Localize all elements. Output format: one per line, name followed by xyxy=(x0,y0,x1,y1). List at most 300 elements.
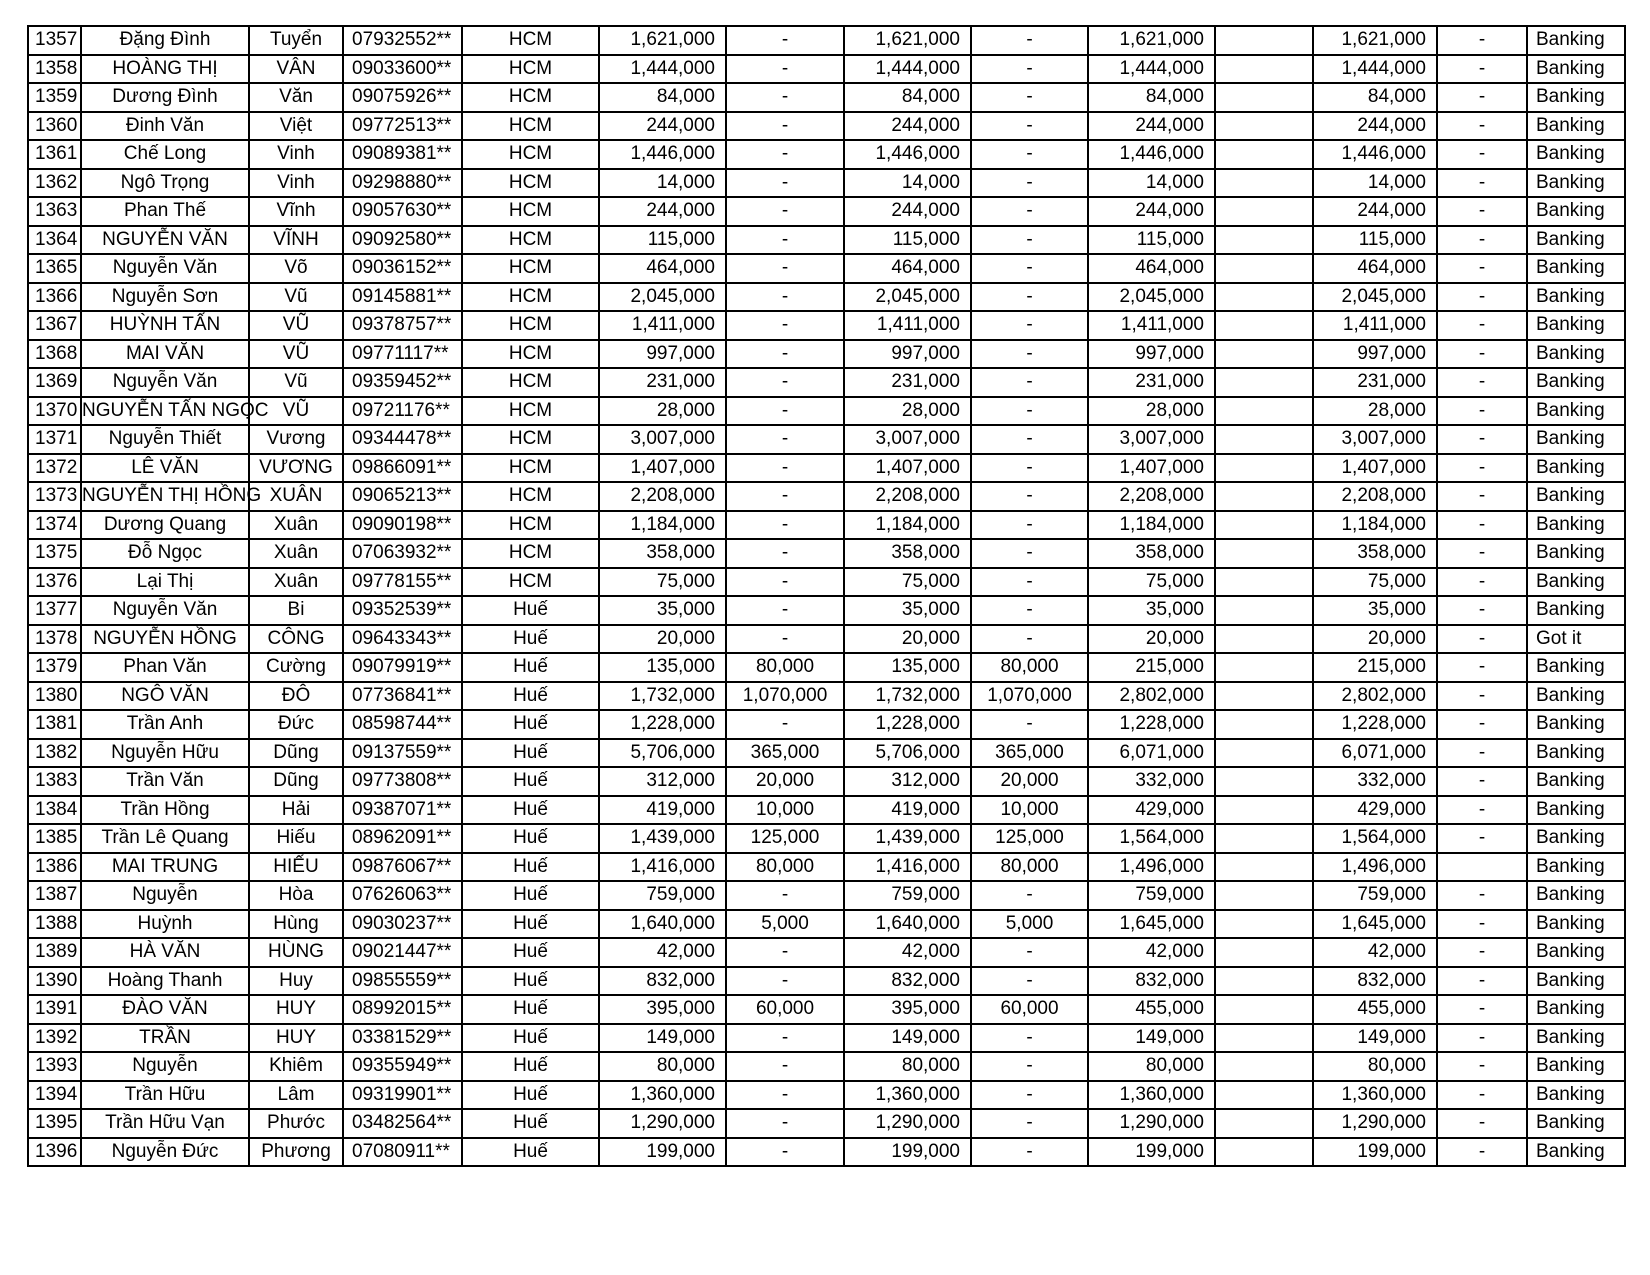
amount-3-cell: 149,000 xyxy=(844,1024,971,1053)
amount-4-cell: 10,000 xyxy=(971,796,1088,825)
first-name-cell: Lâm xyxy=(249,1081,343,1110)
payment-method-cell: Banking xyxy=(1527,739,1625,768)
first-name-cell: VŨ xyxy=(249,397,343,426)
total-amount-cell: 231,000 xyxy=(1088,368,1215,397)
amount-2-cell: - xyxy=(726,1081,844,1110)
total-amount-cell: 6,071,000 xyxy=(1088,739,1215,768)
blank-cell-cell xyxy=(1215,1081,1313,1110)
amount-2-cell: - xyxy=(726,397,844,426)
last-middle-name-cell: Hoàng Thanh xyxy=(81,967,249,996)
last-middle-name-cell: Dương Quang xyxy=(81,511,249,540)
payment-method-cell: Banking xyxy=(1527,853,1625,882)
blank-cell-cell xyxy=(1215,482,1313,511)
first-name-cell: Phước xyxy=(249,1109,343,1138)
amount-3-cell: 1,290,000 xyxy=(844,1109,971,1138)
amount-4-cell: - xyxy=(971,226,1088,255)
amount-3-cell: 1,640,000 xyxy=(844,910,971,939)
total-amount-cell: 84,000 xyxy=(1088,83,1215,112)
first-name-cell: Văn xyxy=(249,83,343,112)
amount-3-cell: 20,000 xyxy=(844,625,971,654)
balance-cell: - xyxy=(1437,311,1527,340)
payment-method-cell: Banking xyxy=(1527,1081,1625,1110)
first-name-cell: Huy xyxy=(249,967,343,996)
region-cell: Huế xyxy=(462,653,599,682)
amount-1-cell: 80,000 xyxy=(599,1052,726,1081)
payment-method-cell: Banking xyxy=(1527,824,1625,853)
table-row xyxy=(28,881,1625,910)
amount-2-cell: - xyxy=(726,454,844,483)
blank-cell-cell xyxy=(1215,596,1313,625)
payment-method-cell: Banking xyxy=(1527,511,1625,540)
amount-4-cell: - xyxy=(971,26,1088,55)
first-name-cell: VŨ xyxy=(249,311,343,340)
blank-cell-cell xyxy=(1215,425,1313,454)
blank-cell-cell xyxy=(1215,682,1313,711)
amount-3-cell: 135,000 xyxy=(844,653,971,682)
blank-cell-cell xyxy=(1215,26,1313,55)
total-amount-cell: 1,446,000 xyxy=(1088,140,1215,169)
balance-cell: - xyxy=(1437,26,1527,55)
payment-method-cell: Banking xyxy=(1527,254,1625,283)
last-middle-name-cell: Nguyễn Văn xyxy=(81,368,249,397)
balance-cell: - xyxy=(1437,596,1527,625)
table-row xyxy=(28,340,1625,369)
amount-2-cell: - xyxy=(726,55,844,84)
total-amount-cell: 1,496,000 xyxy=(1088,853,1215,882)
amount-2-cell: 80,000 xyxy=(726,853,844,882)
amount-4-cell: 5,000 xyxy=(971,910,1088,939)
paid-amount-cell: 1,446,000 xyxy=(1313,140,1437,169)
row-number-cell: 1381 xyxy=(28,710,81,739)
amount-2-cell: - xyxy=(726,254,844,283)
paid-amount-cell: 1,290,000 xyxy=(1313,1109,1437,1138)
first-name-cell: Đức xyxy=(249,710,343,739)
balance-cell: - xyxy=(1437,226,1527,255)
amount-3-cell: 419,000 xyxy=(844,796,971,825)
table-row xyxy=(28,568,1625,597)
row-number-cell: 1382 xyxy=(28,739,81,768)
amount-2-cell: - xyxy=(726,169,844,198)
payment-method-cell: Banking xyxy=(1527,454,1625,483)
amount-1-cell: 42,000 xyxy=(599,938,726,967)
amount-4-cell: - xyxy=(971,83,1088,112)
total-amount-cell: 1,645,000 xyxy=(1088,910,1215,939)
table-row xyxy=(28,368,1625,397)
amount-1-cell: 115,000 xyxy=(599,226,726,255)
amount-4-cell: - xyxy=(971,311,1088,340)
row-number-cell: 1371 xyxy=(28,425,81,454)
last-middle-name-cell: Lại Thị xyxy=(81,568,249,597)
row-number-cell: 1378 xyxy=(28,625,81,654)
amount-4-cell: - xyxy=(971,454,1088,483)
amount-4-cell: - xyxy=(971,397,1088,426)
row-number-cell: 1393 xyxy=(28,1052,81,1081)
table-row xyxy=(28,511,1625,540)
last-middle-name-cell: Đỗ Ngọc xyxy=(81,539,249,568)
first-name-cell: VŨ xyxy=(249,340,343,369)
row-number-cell: 1395 xyxy=(28,1109,81,1138)
amount-4-cell: - xyxy=(971,568,1088,597)
phone-number-cell: 09075926** xyxy=(343,83,462,112)
amount-1-cell: 1,411,000 xyxy=(599,311,726,340)
region-cell: HCM xyxy=(462,26,599,55)
table-body xyxy=(28,26,1625,1166)
row-number-cell: 1363 xyxy=(28,197,81,226)
balance-cell: - xyxy=(1437,254,1527,283)
first-name-cell: VÂN xyxy=(249,55,343,84)
amount-4-cell: - xyxy=(971,197,1088,226)
phone-number-cell: 09033600** xyxy=(343,55,462,84)
first-name-cell: Bi xyxy=(249,596,343,625)
total-amount-cell: 358,000 xyxy=(1088,539,1215,568)
last-middle-name-cell: Nguyễn Sơn xyxy=(81,283,249,312)
balance-cell: - xyxy=(1437,197,1527,226)
first-name-cell: Hiếu xyxy=(249,824,343,853)
first-name-cell: XUÂN xyxy=(249,482,343,511)
balance-cell: - xyxy=(1437,340,1527,369)
blank-cell-cell xyxy=(1215,539,1313,568)
row-number-cell: 1375 xyxy=(28,539,81,568)
first-name-cell: Dũng xyxy=(249,739,343,768)
row-number-cell: 1383 xyxy=(28,767,81,796)
phone-number-cell: 09359452** xyxy=(343,368,462,397)
amount-3-cell: 1,407,000 xyxy=(844,454,971,483)
amount-4-cell: - xyxy=(971,112,1088,141)
table-row xyxy=(28,710,1625,739)
total-amount-cell: 1,184,000 xyxy=(1088,511,1215,540)
balance-cell: - xyxy=(1437,1024,1527,1053)
amount-4-cell: - xyxy=(971,283,1088,312)
last-middle-name-cell: Trần Lê Quang xyxy=(81,824,249,853)
blank-cell-cell xyxy=(1215,169,1313,198)
row-number-cell: 1386 xyxy=(28,853,81,882)
phone-number-cell: 09065213** xyxy=(343,482,462,511)
amount-4-cell: - xyxy=(971,881,1088,910)
table-row xyxy=(28,653,1625,682)
table-row xyxy=(28,796,1625,825)
table-row xyxy=(28,140,1625,169)
amount-3-cell: 42,000 xyxy=(844,938,971,967)
balance-cell: - xyxy=(1437,283,1527,312)
region-cell: Huế xyxy=(462,1138,599,1167)
balance-cell: - xyxy=(1437,169,1527,198)
blank-cell-cell xyxy=(1215,140,1313,169)
amount-3-cell: 115,000 xyxy=(844,226,971,255)
balance-cell: - xyxy=(1437,511,1527,540)
amount-2-cell: - xyxy=(726,368,844,397)
amount-1-cell: 1,407,000 xyxy=(599,454,726,483)
paid-amount-cell: 42,000 xyxy=(1313,938,1437,967)
balance-cell: - xyxy=(1437,55,1527,84)
blank-cell-cell xyxy=(1215,824,1313,853)
region-cell: HCM xyxy=(462,368,599,397)
total-amount-cell: 149,000 xyxy=(1088,1024,1215,1053)
amount-3-cell: 395,000 xyxy=(844,995,971,1024)
row-number-cell: 1368 xyxy=(28,340,81,369)
region-cell: Huế xyxy=(462,995,599,1024)
amount-2-cell: 20,000 xyxy=(726,767,844,796)
last-middle-name-cell: Trần Anh xyxy=(81,710,249,739)
last-middle-name-cell: HÀ VĂN xyxy=(81,938,249,967)
table-row xyxy=(28,482,1625,511)
blank-cell-cell xyxy=(1215,568,1313,597)
table-row xyxy=(28,454,1625,483)
first-name-cell: Hùng xyxy=(249,910,343,939)
balance-cell: - xyxy=(1437,140,1527,169)
paid-amount-cell: 464,000 xyxy=(1313,254,1437,283)
blank-cell-cell xyxy=(1215,311,1313,340)
amount-2-cell: - xyxy=(726,710,844,739)
amount-2-cell: - xyxy=(726,596,844,625)
amount-4-cell: - xyxy=(971,425,1088,454)
amount-4-cell: - xyxy=(971,368,1088,397)
row-number-cell: 1379 xyxy=(28,653,81,682)
amount-4-cell: - xyxy=(971,539,1088,568)
blank-cell-cell xyxy=(1215,910,1313,939)
region-cell: Huế xyxy=(462,596,599,625)
row-number-cell: 1361 xyxy=(28,140,81,169)
last-middle-name-cell: NGUYỄN HỒNG xyxy=(81,625,249,654)
phone-number-cell: 03381529** xyxy=(343,1024,462,1053)
amount-3-cell: 312,000 xyxy=(844,767,971,796)
region-cell: Huế xyxy=(462,881,599,910)
phone-number-cell: 07080911** xyxy=(343,1138,462,1167)
first-name-cell: Phương xyxy=(249,1138,343,1167)
amount-2-cell: - xyxy=(726,625,844,654)
phone-number-cell: 07932552** xyxy=(343,26,462,55)
amount-2-cell: 5,000 xyxy=(726,910,844,939)
first-name-cell: Vũ xyxy=(249,283,343,312)
amount-2-cell: - xyxy=(726,967,844,996)
last-middle-name-cell: HOÀNG THỊ xyxy=(81,55,249,84)
payment-method-cell: Banking xyxy=(1527,482,1625,511)
row-number-cell: 1372 xyxy=(28,454,81,483)
total-amount-cell: 1,290,000 xyxy=(1088,1109,1215,1138)
first-name-cell: Vinh xyxy=(249,140,343,169)
region-cell: Huế xyxy=(462,824,599,853)
amount-2-cell: - xyxy=(726,226,844,255)
row-number-cell: 1385 xyxy=(28,824,81,853)
first-name-cell: Tuyển xyxy=(249,26,343,55)
row-number-cell: 1390 xyxy=(28,967,81,996)
phone-number-cell: 07736841** xyxy=(343,682,462,711)
amount-3-cell: 231,000 xyxy=(844,368,971,397)
last-middle-name-cell: Ngô Trọng xyxy=(81,169,249,198)
balance-cell: - xyxy=(1437,454,1527,483)
amount-1-cell: 1,446,000 xyxy=(599,140,726,169)
amount-1-cell: 199,000 xyxy=(599,1138,726,1167)
table-row xyxy=(28,311,1625,340)
amount-3-cell: 1,439,000 xyxy=(844,824,971,853)
amount-3-cell: 1,444,000 xyxy=(844,55,971,84)
phone-number-cell: 09876067** xyxy=(343,853,462,882)
last-middle-name-cell: Nguyễn Hữu xyxy=(81,739,249,768)
paid-amount-cell: 1,444,000 xyxy=(1313,55,1437,84)
last-middle-name-cell: TRẦN xyxy=(81,1024,249,1053)
region-cell: HCM xyxy=(462,539,599,568)
last-middle-name-cell: Đặng Đình xyxy=(81,26,249,55)
amount-1-cell: 312,000 xyxy=(599,767,726,796)
amount-4-cell: - xyxy=(971,1052,1088,1081)
payment-method-cell: Banking xyxy=(1527,368,1625,397)
amount-4-cell: 80,000 xyxy=(971,653,1088,682)
phone-number-cell: 09030237** xyxy=(343,910,462,939)
payment-method-cell: Banking xyxy=(1527,767,1625,796)
first-name-cell: Dũng xyxy=(249,767,343,796)
amount-4-cell: - xyxy=(971,55,1088,84)
payment-method-cell: Banking xyxy=(1527,26,1625,55)
amount-4-cell: 1,070,000 xyxy=(971,682,1088,711)
first-name-cell: ĐÔ xyxy=(249,682,343,711)
table-row xyxy=(28,938,1625,967)
amount-3-cell: 1,228,000 xyxy=(844,710,971,739)
row-number-cell: 1362 xyxy=(28,169,81,198)
balance-cell: - xyxy=(1437,397,1527,426)
paid-amount-cell: 1,411,000 xyxy=(1313,311,1437,340)
row-number-cell: 1373 xyxy=(28,482,81,511)
phone-number-cell: 03482564** xyxy=(343,1109,462,1138)
amount-3-cell: 1,446,000 xyxy=(844,140,971,169)
balance-cell xyxy=(1437,853,1527,882)
total-amount-cell: 832,000 xyxy=(1088,967,1215,996)
blank-cell-cell xyxy=(1215,397,1313,426)
amount-3-cell: 84,000 xyxy=(844,83,971,112)
table-row xyxy=(28,682,1625,711)
region-cell: Huế xyxy=(462,739,599,768)
amount-4-cell: - xyxy=(971,938,1088,967)
amount-1-cell: 75,000 xyxy=(599,568,726,597)
total-amount-cell: 215,000 xyxy=(1088,653,1215,682)
blank-cell-cell xyxy=(1215,1138,1313,1167)
last-middle-name-cell: Trần Hữu xyxy=(81,1081,249,1110)
amount-1-cell: 84,000 xyxy=(599,83,726,112)
amount-4-cell: - xyxy=(971,482,1088,511)
amount-1-cell: 2,045,000 xyxy=(599,283,726,312)
amount-3-cell: 35,000 xyxy=(844,596,971,625)
amount-1-cell: 1,416,000 xyxy=(599,853,726,882)
amount-4-cell: - xyxy=(971,1024,1088,1053)
blank-cell-cell xyxy=(1215,881,1313,910)
region-cell: Huế xyxy=(462,625,599,654)
total-amount-cell: 1,564,000 xyxy=(1088,824,1215,853)
payment-method-cell: Banking xyxy=(1527,710,1625,739)
amount-4-cell: 20,000 xyxy=(971,767,1088,796)
total-amount-cell: 2,802,000 xyxy=(1088,682,1215,711)
amount-3-cell: 464,000 xyxy=(844,254,971,283)
row-number-cell: 1367 xyxy=(28,311,81,340)
table-row xyxy=(28,26,1625,55)
first-name-cell: Võ xyxy=(249,254,343,283)
paid-amount-cell: 75,000 xyxy=(1313,568,1437,597)
last-middle-name-cell: NGUYỄN THỊ HỒNG xyxy=(81,482,249,511)
balance-cell: - xyxy=(1437,368,1527,397)
region-cell: Huế xyxy=(462,796,599,825)
balance-cell: - xyxy=(1437,568,1527,597)
total-amount-cell: 3,007,000 xyxy=(1088,425,1215,454)
blank-cell-cell xyxy=(1215,112,1313,141)
amount-1-cell: 135,000 xyxy=(599,653,726,682)
amount-3-cell: 832,000 xyxy=(844,967,971,996)
amount-2-cell: - xyxy=(726,482,844,511)
payment-method-cell: Banking xyxy=(1527,311,1625,340)
amount-2-cell: 1,070,000 xyxy=(726,682,844,711)
amount-4-cell: - xyxy=(971,967,1088,996)
table-row xyxy=(28,397,1625,426)
amount-2-cell: - xyxy=(726,1052,844,1081)
amount-1-cell: 149,000 xyxy=(599,1024,726,1053)
table-row xyxy=(28,83,1625,112)
paid-amount-cell: 2,208,000 xyxy=(1313,482,1437,511)
paid-amount-cell: 199,000 xyxy=(1313,1138,1437,1167)
region-cell: HCM xyxy=(462,454,599,483)
amount-4-cell: - xyxy=(971,1081,1088,1110)
blank-cell-cell xyxy=(1215,197,1313,226)
table-row xyxy=(28,910,1625,939)
region-cell: Huế xyxy=(462,910,599,939)
last-middle-name-cell: Trần Hữu Vạn xyxy=(81,1109,249,1138)
phone-number-cell: 09643343** xyxy=(343,625,462,654)
amount-1-cell: 244,000 xyxy=(599,112,726,141)
paid-amount-cell: 20,000 xyxy=(1313,625,1437,654)
last-middle-name-cell: Nguyễn Đức xyxy=(81,1138,249,1167)
amount-2-cell: - xyxy=(726,938,844,967)
amount-2-cell: 60,000 xyxy=(726,995,844,1024)
region-cell: HCM xyxy=(462,254,599,283)
amount-3-cell: 14,000 xyxy=(844,169,971,198)
phone-number-cell: 09145881** xyxy=(343,283,462,312)
payment-method-cell: Banking xyxy=(1527,967,1625,996)
region-cell: HCM xyxy=(462,511,599,540)
balance-cell: - xyxy=(1437,482,1527,511)
total-amount-cell: 1,411,000 xyxy=(1088,311,1215,340)
blank-cell-cell xyxy=(1215,83,1313,112)
first-name-cell: Vương xyxy=(249,425,343,454)
amount-3-cell: 759,000 xyxy=(844,881,971,910)
region-cell: Huế xyxy=(462,1024,599,1053)
amount-3-cell: 80,000 xyxy=(844,1052,971,1081)
table-row xyxy=(28,425,1625,454)
blank-cell-cell xyxy=(1215,653,1313,682)
amount-1-cell: 35,000 xyxy=(599,596,726,625)
amount-4-cell: - xyxy=(971,169,1088,198)
last-middle-name-cell: MAI VĂN xyxy=(81,340,249,369)
total-amount-cell: 332,000 xyxy=(1088,767,1215,796)
last-middle-name-cell: Nguyễn xyxy=(81,881,249,910)
balance-cell: - xyxy=(1437,824,1527,853)
row-number-cell: 1380 xyxy=(28,682,81,711)
region-cell: HCM xyxy=(462,397,599,426)
region-cell: HCM xyxy=(462,482,599,511)
blank-cell-cell xyxy=(1215,226,1313,255)
paid-amount-cell: 759,000 xyxy=(1313,881,1437,910)
first-name-cell: Xuân xyxy=(249,511,343,540)
table-row xyxy=(28,995,1625,1024)
phone-number-cell: 09298880** xyxy=(343,169,462,198)
amount-2-cell: - xyxy=(726,26,844,55)
payment-method-cell: Banking xyxy=(1527,1109,1625,1138)
table-row xyxy=(28,739,1625,768)
table-row xyxy=(28,55,1625,84)
first-name-cell: Vũ xyxy=(249,368,343,397)
region-cell: HCM xyxy=(462,140,599,169)
paid-amount-cell: 429,000 xyxy=(1313,796,1437,825)
region-cell: Huế xyxy=(462,710,599,739)
first-name-cell: Xuân xyxy=(249,568,343,597)
amount-2-cell: - xyxy=(726,140,844,169)
region-cell: HCM xyxy=(462,425,599,454)
amount-2-cell: - xyxy=(726,311,844,340)
row-number-cell: 1358 xyxy=(28,55,81,84)
